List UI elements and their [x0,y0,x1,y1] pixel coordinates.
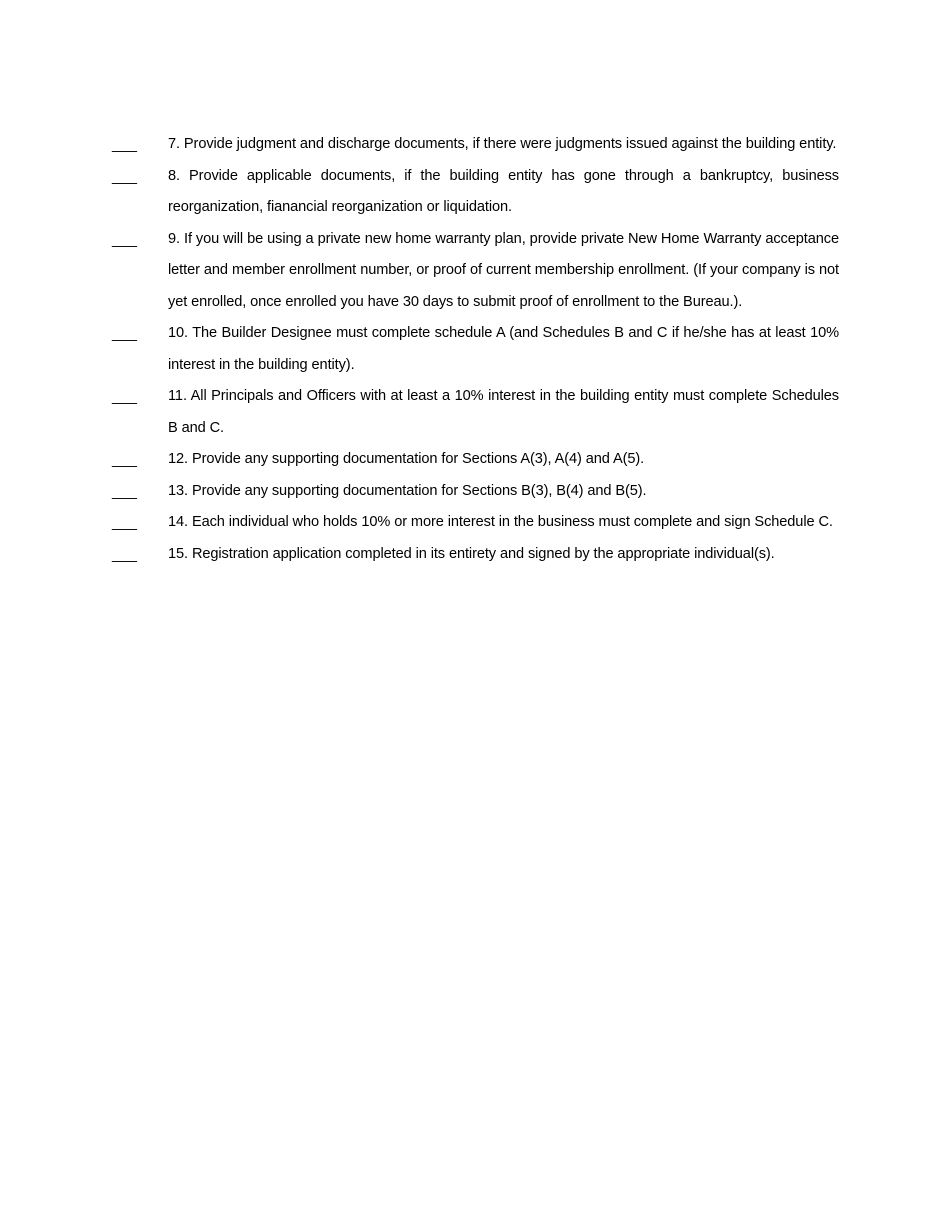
checkbox-blank-line: ___ [112,514,138,531]
checkbox-blank-line: ___ [112,482,138,500]
checkbox-blank-line: ___ [112,325,138,342]
checklist-item-13 [112,476,839,508]
checklist-item-text: 12. Provide any supporting documentation for Sections A(3), A(4) and A(5). [168,451,645,467]
checklist-item-8 [112,161,839,224]
checklist-item-11 [112,381,839,444]
checklist-item-9 [112,224,839,319]
checkbox-blank-line: ___ [112,545,138,563]
checklist-item-15 [112,539,839,571]
checklist-item-text: 10. The Builder Designee must complete schedule A (and Schedules B and C if he/she has at least 10% interest in the building entity). [168,325,839,373]
checklist-item-text: 13. Provide any supporting documentation for Sections B(3), B(4) and B(5). [168,482,647,499]
checklist-item-14 [112,507,839,539]
checklist-item-12 [112,444,839,476]
checklist-item-text: 14. Each individual who holds 10% or more interest in the business must complete and sign Schedule C. [168,514,833,530]
checkbox-blank-line: ___ [112,136,138,153]
checkbox-blank-line: ___ [112,388,138,405]
checkbox-blank-line: ___ [112,451,138,468]
checklist-item-text: 11. All Principals and Officers with at least a 10% interest in the building entity must complete Schedules B and C. [168,388,839,436]
requirements-checklist [112,129,839,570]
checklist-item-text: 7. Provide judgment and discharge documents, if there were judgments issued against the building entity. [168,136,837,152]
checklist-item-text: 15. Registration application completed in its entirety and signed by the appropriate individual(s). [168,545,775,562]
checklist-item-10 [112,318,839,381]
checklist-item-text: 8. Provide applicable documents, if the building entity has gone through a bankruptcy, business reorganization, fianancial reorganization or liquidation. [168,167,839,215]
checkbox-blank-line: ___ [112,167,138,185]
checklist-item-7 [112,129,839,161]
checkbox-blank-line: ___ [112,230,138,248]
checklist-item-text: 9. If you will be using a private new home warranty plan, provide private New Home Warranty acceptance letter and member enrollment number, or proof of current membership enrollment. (If your company is not yet enrolled, once enrolled you have 30 days to submit proof of enrollment to the Bureau.). [168,230,839,310]
